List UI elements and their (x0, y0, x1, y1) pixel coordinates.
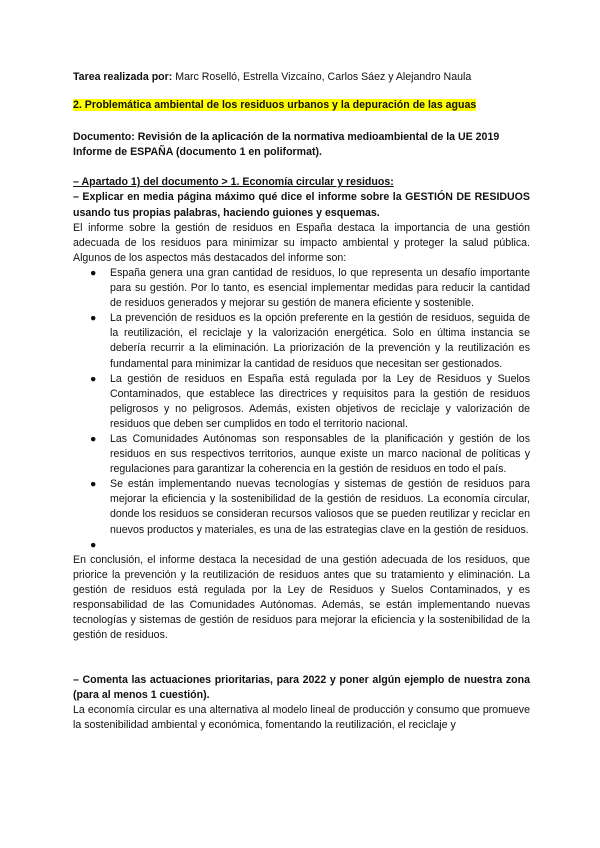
list-item (73, 311, 530, 371)
bullet-icon: ● (90, 372, 97, 385)
section-title (73, 98, 530, 113)
list-item (73, 432, 530, 477)
question-2: – Comenta las actuaciones prioritarias, para 2022 y poner algún ejemplo de nuestra zona (para al menos 1 cuestión). (73, 674, 530, 702)
list-item (73, 477, 530, 537)
bullet-icon: ● (90, 478, 97, 491)
question-1: – Explicar en media página máximo qué dice el informe sobre la GESTIÓN DE RESIDUOS usando tus propias palabras, haciendo guiones y esquemas. (73, 191, 530, 219)
list-item-text: La gestión de residuos en España está regulada por la Ley de Residuos y Suelos Contaminados, que establece las directrices y requisitos para la gestión de residuos peligrosos y no peligrosos. Además, existen objetivos de reciclaje y valorización de residuos que deben ser cumplidos en todo el territorio nacional. (110, 372, 530, 430)
authors-names: Marc Roselló, Estrella Vizcaíno, Carlos Sáez y Alejandro Naula (172, 71, 472, 83)
answer-2-paragraph: La economía circular es una alternativa al modelo lineal de producción y consumo que promueve la sostenibilidad ambiental y económica, fomentando la reutilización, el reciclaje y (73, 704, 530, 732)
list-item-text: La prevención de residuos es la opción preferente en la gestión de residuos, seguida de la reutilización, el reciclaje y la valorización energética. Solo en última instancia se debería recurrir a la eliminación. La priorización de la prevención y la reutilización es fundamental para minimizar la cantidad de residuos que necesitan ser gestionados. (110, 312, 530, 370)
conclusion-paragraph: En conclusión, el informe destaca la necesidad de una gestión adecuada de los residuos, que priorice la prevención y la reutilización de residuos antes que su tratamiento y eliminación. La gestión de residuos está regulada por la Ley de Residuos y Suelos Contaminados, y es responsabilidad de las Comunidades Autónomas. Además, se están implementando nuevas tecnologías y sistemas de gestión de residuos para mejorar la eficiencia y la sostenibilidad de la gestión de residuos. (73, 553, 530, 642)
list-item (73, 372, 530, 432)
list-item-text: España genera una gran cantidad de residuos, lo que representa un desafío importante para su gestión. Por lo tanto, es esencial implementar medidas para reducir la cantidad de residuos generados y mejorar su gestión de manera eficiente y sostenible. (110, 266, 530, 310)
empty-list-item (73, 538, 530, 553)
list-item (73, 266, 530, 311)
document-reference: Documento: Revisión de la aplicación de la normativa medioambiental de la UE 2019 Informe de ESPAÑA (documento 1 en poliformat). (73, 131, 500, 159)
authors-line (73, 70, 530, 85)
bullet-icon: ● (90, 538, 97, 551)
spacer (73, 643, 530, 673)
apartado-heading: – Apartado 1) del documento > 1. Economía circular y residuos: (73, 176, 394, 189)
bullet-list (73, 266, 530, 553)
bullet-icon: ● (90, 432, 97, 445)
list-item-text: Las Comunidades Autónomas son responsables de la planificación y gestión de los residuos en sus respectivos territorios, aunque existe un marco nacional de políticas y regulaciones para garantizar la coherencia en la gestión de residuos en todo el país. (110, 432, 530, 476)
bullet-icon: ● (90, 312, 97, 325)
section-title-text: 2. Problemática ambiental de los residuos urbanos y la depuración de las aguas (73, 99, 477, 112)
intro-paragraph: El informe sobre la gestión de residuos en España destaca la importancia de una gestión adecuada de los residuos para minimizar su impacto ambiental y proteger la salud pública. Algunos de los aspectos más destacados del informe son: (73, 221, 530, 264)
authors-label: Tarea realizada por: (73, 71, 173, 83)
list-item-text: Se están implementando nuevas tecnologías y sistemas de gestión de residuos para mejorar la eficiencia y la sostenibilidad de la gestión de residuos. La economía circular, donde los residuos se consideran recursos valiosos que se pueden reutilizar y reciclar en nuevos productos y materiales, es una de las estrategias clave en la gestión de residuos. (110, 478, 530, 536)
bullet-icon: ● (90, 266, 97, 279)
